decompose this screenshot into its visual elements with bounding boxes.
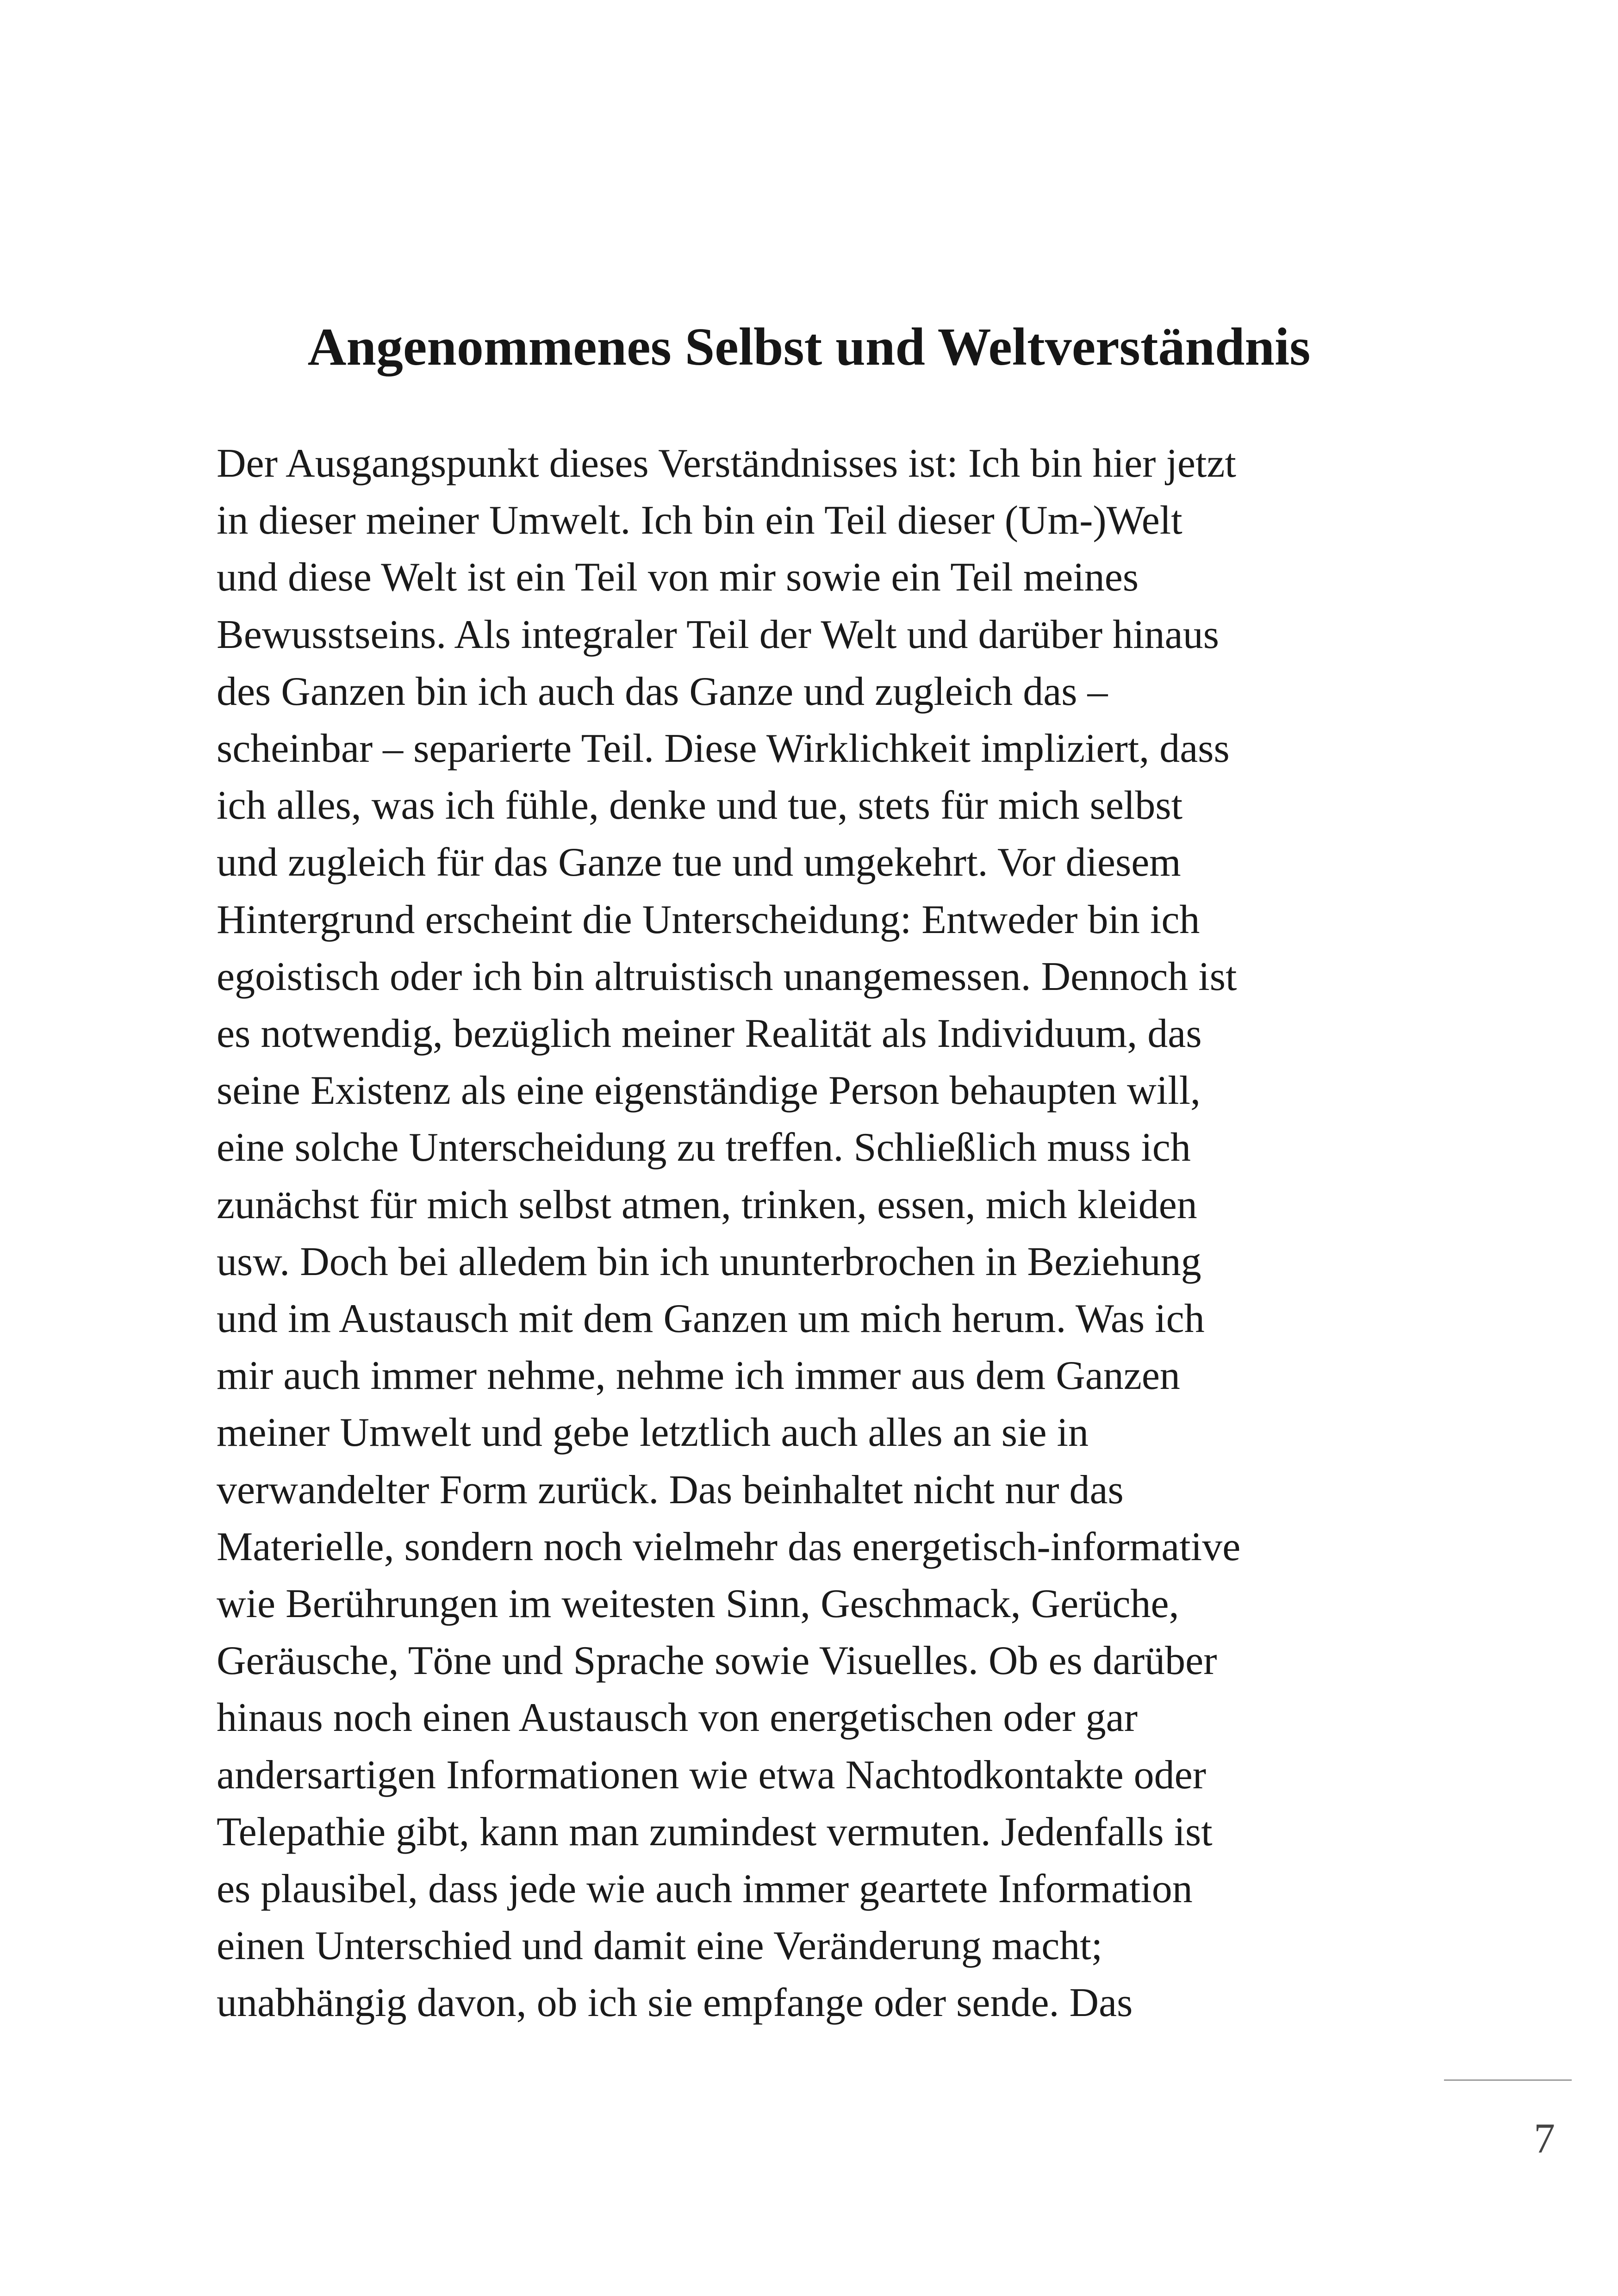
body-line: andersartigen Informationen wie etwa Nachtodkontakte oder	[217, 1752, 1207, 1798]
footer-divider	[1444, 2079, 1572, 2081]
body-line: verwandelter Form zurück. Das beinhaltet nicht nur das	[217, 1467, 1124, 1512]
body-line: und diese Welt ist ein Teil von mir sowie ein Teil meines	[217, 555, 1139, 600]
body-line: Der Ausgangspunkt dieses Verständnisses ist: Ich bin hier jetzt	[217, 441, 1236, 486]
body-line: scheinbar – separierte Teil. Diese Wirklichkeit impliziert, dass	[217, 726, 1230, 772]
body-line: hinaus noch einen Austausch von energetischen oder gar	[217, 1695, 1138, 1741]
body-line: unabhängig davon, ob ich sie empfange oder sende. Das	[217, 1980, 1133, 2026]
chapter-heading: Angenommenes Selbst und Weltverständnis	[307, 317, 1311, 377]
body-line: Geräusche, Töne und Sprache sowie Visuelles. Ob es darüber	[217, 1638, 1217, 1684]
body-line: es notwendig, bezüglich meiner Realität als Individuum, das	[217, 1011, 1202, 1057]
body-line: zunächst für mich selbst atmen, trinken, essen, mich kleiden	[217, 1182, 1197, 1227]
page-number: 7	[1534, 2115, 1555, 2162]
body-line: einen Unterschied und damit eine Veränderung macht;	[217, 1923, 1103, 1969]
body-text	[217, 435, 1466, 2032]
body-line: des Ganzen bin ich auch das Ganze und zugleich das –	[217, 669, 1108, 714]
body-line: usw. Doch bei alledem bin ich ununterbrochen in Beziehung	[217, 1239, 1201, 1284]
body-line: mir auch immer nehme, nehme ich immer aus dem Ganzen	[217, 1353, 1180, 1399]
body-line: eine solche Unterscheidung zu treffen. Schließlich muss ich	[217, 1125, 1191, 1170]
body-line: es plausibel, dass jede wie auch immer geartete Information	[217, 1867, 1193, 1912]
body-line: Telepathie gibt, kann man zumindest vermuten. Jedenfalls ist	[217, 1809, 1213, 1854]
body-line: Hintergrund erscheint die Unterscheidung: Entweder bin ich	[217, 897, 1200, 942]
body-line: und zugleich für das Ganze tue und umgekehrt. Vor diesem	[217, 840, 1181, 885]
body-line: in dieser meiner Umwelt. Ich bin ein Teil dieser (Um-)Welt	[217, 498, 1182, 543]
body-line: ich alles, was ich fühle, denke und tue, stets für mich selbst	[217, 783, 1183, 828]
body-line: wie Berührungen im weitesten Sinn, Geschmack, Gerüche,	[217, 1581, 1179, 1627]
body-line: egoistisch oder ich bin altruistisch unangemessen. Dennoch ist	[217, 954, 1237, 999]
body-line: Materielle, sondern noch vielmehr das energetisch-informative	[217, 1524, 1241, 1569]
body-line: Bewusstseins. Als integraler Teil der Welt und darüber hinaus	[217, 612, 1219, 657]
body-line: seine Existenz als eine eigenständige Person behaupten will,	[217, 1068, 1201, 1114]
body-line: meiner Umwelt und gebe letztlich auch alles an sie in	[217, 1410, 1089, 1456]
body-line: und im Austausch mit dem Ganzen um mich herum. Was ich	[217, 1296, 1205, 1342]
